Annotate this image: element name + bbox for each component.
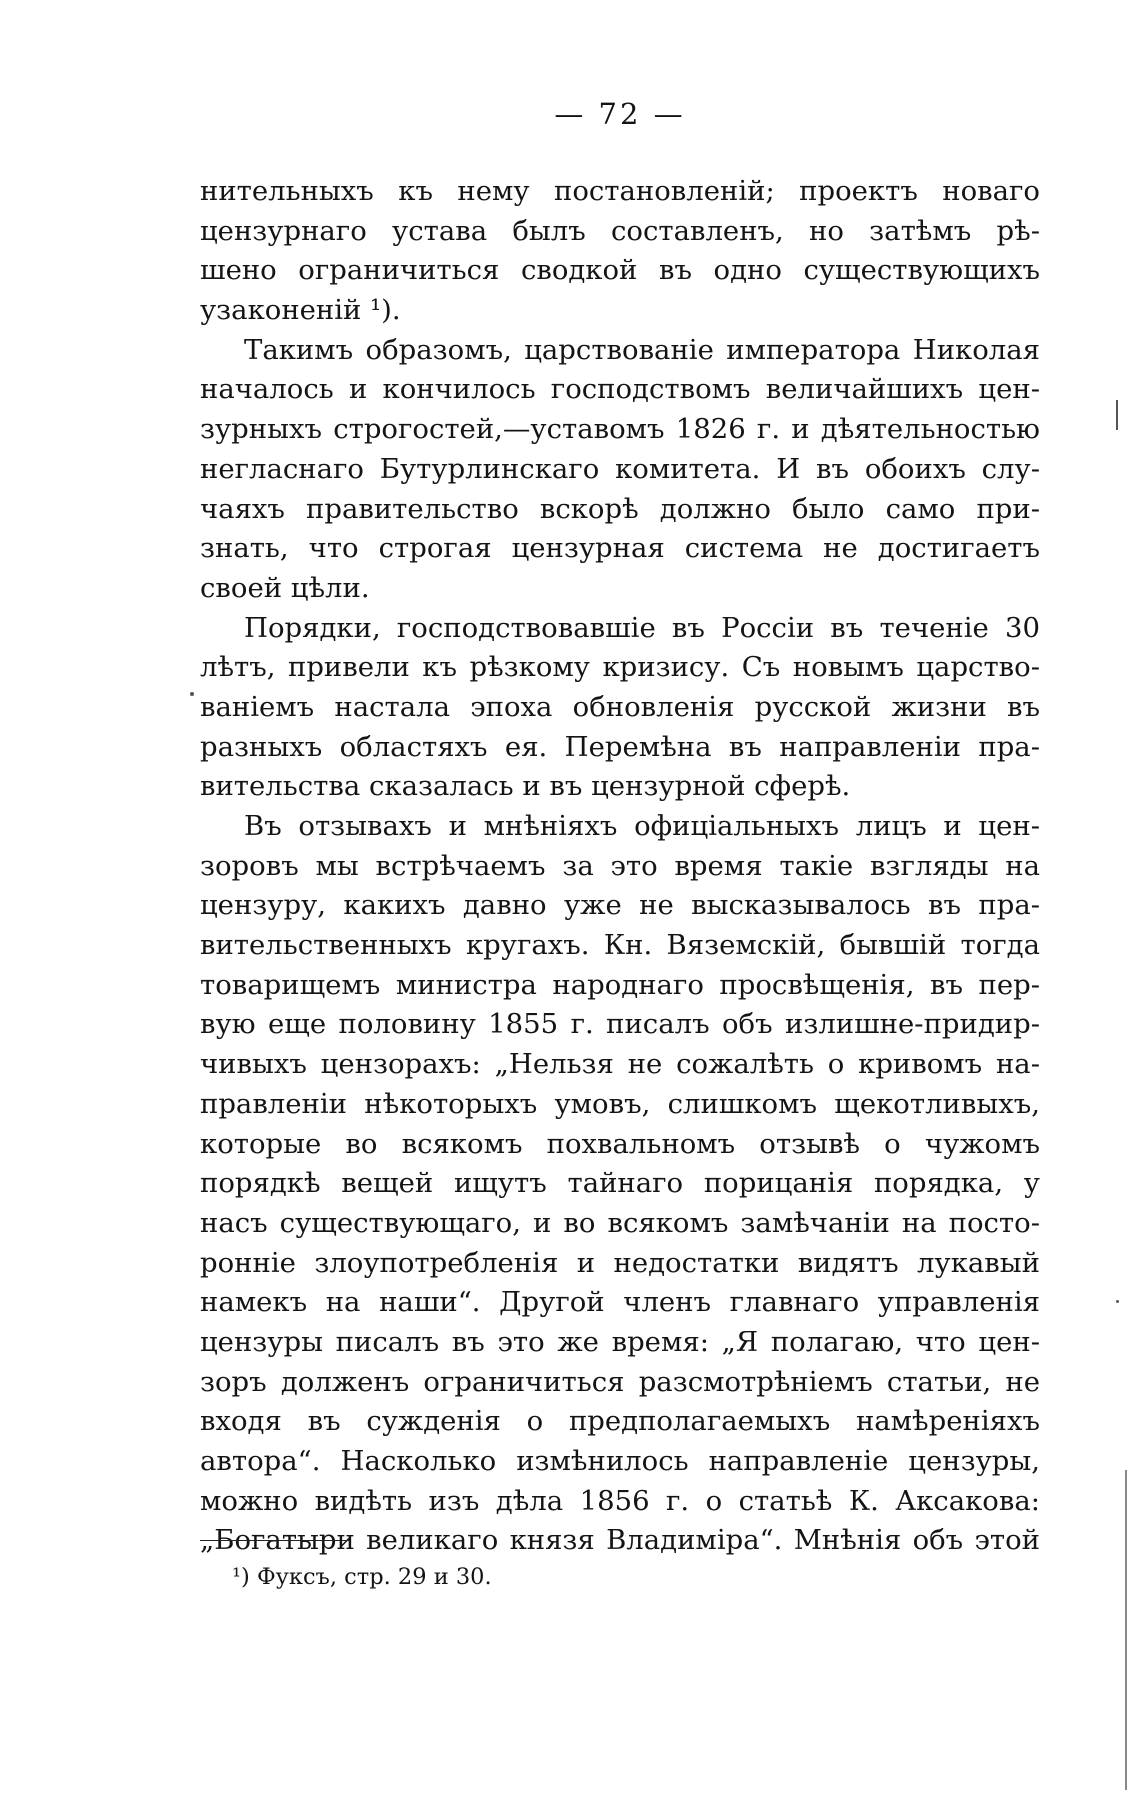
text-line: своей цѣли. — [200, 571, 370, 604]
paragraph-start-line: Такимъ образомъ, царствованіе императора Николая — [244, 333, 1040, 366]
text-line: порядкѣ вещей ищутъ тайнаго порицанія порядка, у — [200, 1167, 1040, 1200]
text-line: разныхъ областяхъ ея. Перемѣна въ направленіи пра- — [200, 730, 1040, 763]
footnote-marker: ¹) — [232, 1564, 250, 1590]
text-line: зоровъ мы встрѣчаемъ за это время такіе взгляды на — [200, 849, 1040, 882]
paragraph-start-line: Въ отзывахъ и мнѣніяхъ офиціальныхъ лицъ и цен- — [244, 810, 1040, 842]
text-line: лѣтъ, привели къ рѣзкому кризису. Съ новымъ царство- — [200, 651, 1040, 684]
text-line: ваніемъ настала эпоха обновленія русской жизни въ — [200, 690, 1040, 723]
text-line: товарищемъ министра народнаго просвѣщенія, въ пер- — [200, 968, 1040, 1001]
text-line: началось и кончилось господствомъ величайшихъ цен- — [200, 373, 1040, 406]
footnote-text: Фуксъ, стр. 29 и 30. — [256, 1564, 492, 1590]
text-line: узаконеній ¹). — [200, 294, 401, 327]
paragraph-start-line: Порядки, господствовавшіе въ Россіи въ теченіе 30 — [244, 611, 1040, 644]
scan-artifact — [1116, 1300, 1119, 1303]
text-line: входя въ сужденія о предполагаемыхъ намѣреніяхъ — [200, 1405, 1040, 1438]
text-line: которые во всякомъ похвальномъ отзывѣ о чужомъ — [200, 1127, 1040, 1160]
text-line: знать, что строгая цензурная система не достигаетъ — [200, 532, 1040, 565]
text-line: чивыхъ цензорахъ: „Нельзя не сожалѣть о кривомъ на- — [200, 1048, 1040, 1081]
text-line: можно видѣть изъ дѣла 1856 г. о статьѣ К. Аксакова: — [200, 1484, 1040, 1517]
text-line: насъ существующаго, и во всякомъ замѣчаніи на посто- — [200, 1206, 1040, 1239]
text-line: шено ограничиться сводкой въ одно существующихъ — [200, 254, 1040, 287]
text-line: правленіи нѣкоторыхъ умовъ, слишкомъ щекотливыхъ, — [200, 1087, 1040, 1120]
text-line: нительныхъ къ нему постановленій; проектъ новаго — [200, 175, 1040, 207]
text-line: негласнаго Бутурлинскаго комитета. И въ обоихъ слу- — [200, 452, 1040, 485]
text-line: „Богатыри великаго князя Владиміра“. Мнѣнія объ этой — [200, 1524, 1040, 1557]
scan-artifact — [190, 692, 194, 696]
text-line: чаяхъ правительство вскорѣ должно было само при- — [200, 492, 1040, 525]
scan-artifact — [1116, 400, 1118, 430]
page-number: — 72 — — [554, 97, 686, 131]
footnote — [232, 1560, 492, 1594]
scan-artifact — [1125, 1470, 1127, 1790]
text-line: зурныхъ строгостей,—уставомъ 1826 г. и дѣятельностью — [200, 413, 1040, 446]
text-line: вительственныхъ кругахъ. Кн. Вяземскій, бывшій тогда — [200, 929, 1040, 962]
text-line: цензурнаго устава былъ составленъ, но затѣмъ рѣ- — [200, 214, 1040, 247]
text-line: зоръ долженъ ограничиться разсмотрѣніемъ статьи, не — [200, 1365, 1040, 1398]
footnote-divider — [200, 1540, 350, 1541]
text-line: цензуры писалъ въ это же время: „Я полагаю, что цен- — [200, 1325, 1040, 1358]
text-line: намекъ на наши“. Другой членъ главнаго управленія — [200, 1286, 1040, 1319]
text-line: автора“. Насколько измѣнилось направленіе цензуры, — [200, 1445, 1040, 1477]
text-line: вую еще половину 1855 г. писалъ объ излишне-придир- — [200, 1008, 1040, 1041]
body-text — [200, 172, 1040, 1561]
text-line: ронніе злоупотребленія и недостатки видятъ лукавый — [200, 1246, 1040, 1279]
text-line: вительства сказалась и въ цензурной сферѣ. — [200, 770, 851, 803]
text-line: цензуру, какихъ давно уже не высказывалось въ пра- — [200, 889, 1040, 922]
